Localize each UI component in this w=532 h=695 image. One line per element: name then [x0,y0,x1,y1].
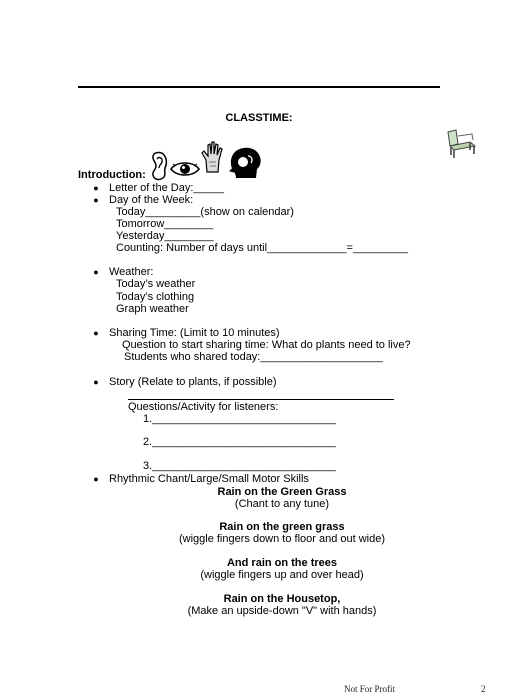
day-of-week: Day of the Week: [109,194,194,206]
eye-icon [170,160,200,178]
letter-of-day: Letter of the Day:_____ [109,182,224,194]
bullet-icon: ● [93,474,99,484]
weather-clothing: Today’s clothing [116,291,195,303]
weather-today: Today’s weather [116,278,196,290]
students-shared: Students who shared today:____________________ [124,351,383,363]
question-2: 2.______________________________ [143,436,336,448]
weather-heading: Weather: [109,266,154,278]
bullet-icon: ● [93,183,99,193]
chant-title: Rain on the Green Grass [217,486,347,498]
hand-icon [200,140,226,174]
ear-icon [147,150,171,182]
sharing-question: Question to start sharing time: What do plants need to live? [122,339,411,351]
chant-line-1: Rain on the green grass [219,521,345,533]
bullet-icon: ● [93,195,99,205]
page-number: 2 [481,684,486,694]
page-title: CLASSTIME: [225,112,293,124]
yesterday-line: Yesterday________ [116,230,214,242]
footer-note: Not For Profit [344,684,396,694]
counting-line: Counting: Number of days until_____________=_________ [116,242,409,254]
weather-graph: Graph weather [116,303,189,315]
head-icon [228,144,264,180]
questions-heading: Questions/Activity for listeners: [128,401,279,413]
bullet-icon: ● [93,328,99,338]
question-1: 1.______________________________ [143,413,336,425]
chant-line-3: Rain on the Housetop, [223,593,341,605]
story-blank-line [128,399,394,400]
story-heading: Story (Relate to plants, if possible) [109,376,277,388]
question-3: 3.______________________________ [143,460,336,472]
chair-icon [444,128,478,160]
tomorrow-line: Tomorrow________ [116,218,214,230]
chant-line-2: And rain on the trees [226,557,338,569]
chant-action-2: (wiggle fingers up and over head) [200,569,364,581]
chant-action-3: (Make an upside-down "V" with hands) [187,605,377,617]
sharing-time: Sharing Time: (Limit to 10 minutes) [109,327,280,339]
rhythmic-heading: Rhythmic Chant/Large/Small Motor Skills [109,473,309,485]
introduction-label: Introduction: [78,169,146,181]
chant-subtitle: (Chant to any tune) [234,498,330,510]
bullet-icon: ● [93,267,99,277]
today-line: Today_________(show on calendar) [116,206,294,218]
bullet-icon: ● [93,377,99,387]
top-rule [78,86,440,88]
chant-action-1: (wiggle fingers down to floor and out wide) [178,533,386,545]
